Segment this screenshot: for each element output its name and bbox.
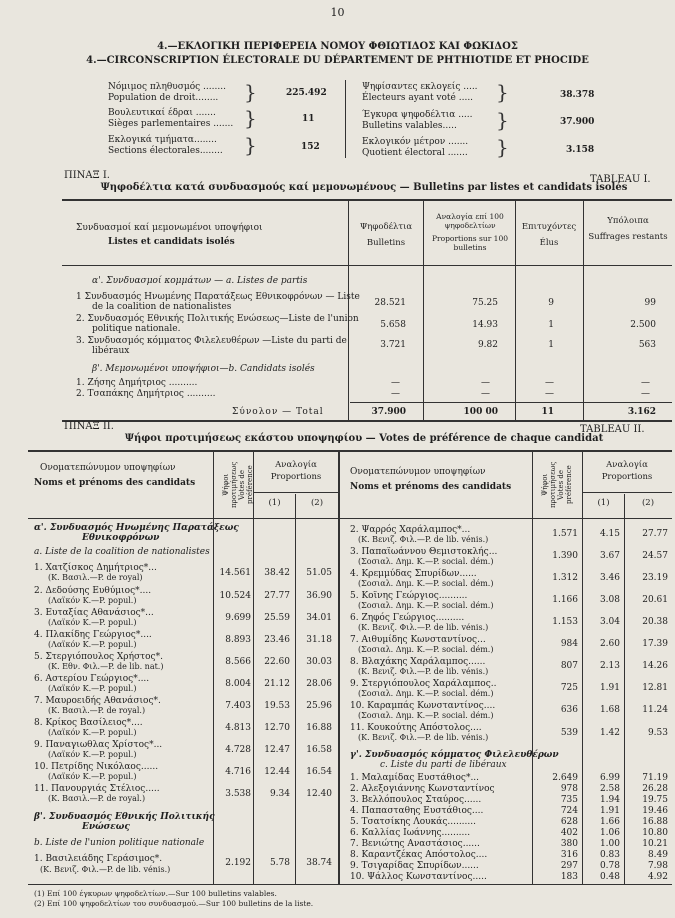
candidate-prop2: 20.61 (642, 595, 668, 605)
candidate-party: (Κ. Βενιζ. Φιλ.—P. de lib. vénis.) (358, 623, 489, 632)
t1-head-rest-fr: Suffrages restants (588, 232, 668, 242)
t1-isolated-2-ballots: — (391, 389, 400, 399)
table1-col-divider (348, 200, 349, 420)
brace-icon: } (496, 135, 509, 159)
seats-label-fr: Sièges parlementaires ....... (108, 119, 234, 129)
candidate-prop2: 38.74 (306, 858, 332, 868)
candidate-prop2: 51.05 (306, 568, 332, 578)
t1-head-rest-gr: Υπόλοιπα (607, 216, 649, 226)
candidate-votes: 316 (560, 850, 578, 860)
candidate-name: 5. Τσατσίκης Λουκάς.......... (350, 817, 476, 827)
title-french: 4.—CIRCONSCRIPTION ÉLECTORALE DU DÉPARTEMENT DE PHTHIOTIDE ET PHOCIDE (86, 55, 589, 66)
footnote-2: (2) Επί 100 ψηφοδελτίων του συνδυασμού.—Sur 100 bulletins de la liste. (34, 899, 314, 908)
candidate-prop2: 28.06 (306, 679, 332, 689)
candidate-name: 3. Βελλόπουλος Σταύρος...... (350, 795, 482, 805)
candidate-prop2: 16.58 (306, 745, 332, 755)
summary-divider (345, 80, 346, 158)
candidate-prop2: 8.49 (647, 850, 668, 860)
t1-head-elected-fr: Élus (539, 238, 559, 248)
t1-total-ballots: 37.900 (371, 407, 406, 417)
candidate-name: 10. Ψάλλος Κωνσταντίνος..... (350, 872, 487, 882)
candidate-prop2: 12.40 (306, 789, 332, 799)
valid-label-gr: Έγκυρα ψηφοδέλτια ..... (362, 110, 473, 120)
candidate-name: 8. Καραντζέκας Απόστολος.... (350, 850, 488, 860)
candidate-votes: 10.524 (219, 591, 251, 601)
candidate-votes: 4.716 (225, 767, 251, 777)
table2-bottom-rule (28, 884, 672, 885)
candidate-prop1: 1.91 (599, 806, 620, 816)
t1-row3-prop: 9.82 (477, 340, 498, 350)
candidate-prop1: 1.91 (599, 683, 620, 693)
candidate-prop2: 16.54 (306, 767, 332, 777)
t1-isolated-2-elected: — (545, 389, 554, 399)
t2-left-head-c1: (1) (268, 498, 281, 508)
brace-icon: } (244, 106, 257, 130)
candidate-name: 8. Κρίκος Βασίλειος*.... (34, 718, 143, 728)
candidate-prop1: 22.60 (264, 657, 290, 667)
table2-label-fr: TABLEAU II. (580, 424, 645, 435)
candidate-votes: 4.813 (225, 723, 251, 733)
t2-col-divider (253, 451, 254, 884)
candidate-party: (Σοσιαλ. Δημ. Κ.—P. social. dém.) (358, 645, 494, 654)
candidate-votes: 636 (560, 705, 578, 715)
candidate-prop2: 10.80 (642, 828, 668, 838)
candidate-name: 7. Αιθυμίδης Κωνσταντίνος... (350, 635, 486, 645)
candidate-party: (Λαϊκόν Κ.—P. popul.) (48, 618, 137, 627)
candidate-votes: 978 (560, 784, 578, 794)
candidate-prop2: 4.92 (647, 872, 668, 882)
t1-isolated-2-prop: — (481, 389, 490, 399)
population-label-gr: Νόμιμος πληθυσμός ........ (108, 82, 226, 92)
valid-label-fr: Bulletins valables..... (362, 121, 457, 131)
candidate-prop2: 31.18 (306, 635, 332, 645)
t1-row1-rest: 99 (644, 298, 656, 308)
candidate-prop1: 4.15 (599, 529, 620, 539)
candidate-prop1: 25.59 (264, 613, 290, 623)
candidate-name: 2. Αλεξογιάννης Κωνσταντίνος (350, 784, 495, 794)
candidate-prop1: 1.00 (599, 839, 620, 849)
candidate-name: 10. Πετρίδης Νικόλαος...... (34, 762, 159, 772)
candidate-prop1: 38.42 (264, 568, 290, 578)
t1-isolated-1-prop: — (481, 378, 490, 388)
t1-head-lists-fr: Listes et candidats isolés (108, 237, 235, 247)
t2-left-head-prop-gr: Αναλογία (275, 460, 317, 470)
candidate-name: 1. Βασιλειάδης Γεράσιμος*. (34, 854, 163, 864)
candidate-party: (Σοσιαλ. Δημ. Κ.—P. social. dém.) (358, 579, 494, 588)
candidate-votes: 297 (560, 861, 578, 871)
candidate-prop2: 71.19 (642, 773, 668, 783)
seats-value: 11 (302, 114, 315, 124)
t1-head-lists-gr: Συνδυασμοί καί μεμονωμένοι υποψήφιοι (76, 223, 263, 233)
candidate-votes: 380 (560, 839, 578, 849)
brace-icon: } (244, 133, 257, 157)
t1-total-rest: 3.162 (627, 407, 656, 417)
t2-right-head-prop-fr: Proportions (601, 472, 653, 482)
candidate-name: 3. Ευταξίας Αθανάσιος*... (34, 608, 154, 618)
t1-row1-line2: de la coalition de nationalistes (92, 302, 232, 312)
candidate-prop1: 3.04 (599, 617, 620, 627)
candidate-prop2: 12.81 (642, 683, 668, 693)
candidate-prop1: 12.70 (264, 723, 290, 733)
t1-head-ballots-gr: Ψηφοδέλτια (359, 222, 413, 232)
candidate-prop2: 36.90 (306, 591, 332, 601)
candidate-party: (Κ. Βενιζ. Φιλ.—P. de lib. vénis.) (40, 865, 171, 874)
candidate-votes: 1.390 (552, 551, 578, 561)
candidate-votes: 8.004 (225, 679, 251, 689)
candidate-prop2: 17.39 (642, 639, 668, 649)
candidate-prop1: 0.83 (599, 850, 620, 860)
t1-isolated-1-rest: — (641, 378, 650, 388)
candidate-prop1: 23.46 (264, 635, 290, 645)
voters-value: 38.378 (560, 90, 595, 100)
table1-label-fr: TABLEAU I. (590, 174, 651, 185)
page-number: 10 (330, 6, 345, 19)
candidate-prop1: 5.78 (269, 858, 290, 868)
candidate-name: 8. Βλαχάκης Χαράλαμπος...... (350, 657, 486, 667)
t1-row3-rest: 563 (638, 340, 656, 350)
quotient-value: 3.158 (566, 145, 595, 155)
t2-left-section-a1: α'. Συνδυασμός Ηνωμένης Παρατάξεως (34, 523, 239, 533)
candidate-prop2: 27.77 (642, 529, 668, 539)
table1-col-divider (423, 200, 424, 420)
candidate-prop2: 26.28 (642, 784, 668, 794)
candidate-name: 1. Χατζίσκος Δημήτριος*... (34, 563, 157, 573)
candidate-prop1: 1.68 (599, 705, 620, 715)
candidate-name: 10. Καραμπάς Κωνσταντίνος.... (350, 701, 496, 711)
t2-col-divider (582, 451, 583, 884)
candidate-votes: 4.728 (225, 745, 251, 755)
candidate-votes: 2.649 (552, 773, 578, 783)
brace-icon: } (244, 80, 257, 104)
candidate-prop2: 19.46 (642, 806, 668, 816)
candidate-party: (Κ. Βασιλ.—P. de royal.) (48, 706, 146, 715)
candidate-party: (Σοσιαλ. Δημ. Κ.—P. social. dém.) (358, 689, 494, 698)
table1-label-gr: ΠΙΝΑΞ I. (64, 170, 110, 181)
t2-right-head-names-fr: Noms et prénoms des candidats (350, 482, 512, 492)
candidate-prop1: 2.58 (599, 784, 620, 794)
candidate-prop1: 21.12 (264, 679, 290, 689)
candidate-name: 11. Κουκούτης Απόστολος.... (350, 723, 482, 733)
t1-isolated-2-rest: — (641, 389, 650, 399)
valid-value: 37.900 (560, 117, 595, 127)
table1-col-divider (583, 200, 584, 420)
t2-left-section-b1: β'. Συνδυασμός Εθνικής Πολιτικής (34, 812, 215, 822)
table2-title: Ψήφοι προτιμήσεως εκάστου υποψηφίου — Votes de préférence de chaque candidat (124, 433, 604, 444)
t2-prop-subrule (253, 492, 338, 493)
candidate-prop1: 6.99 (599, 773, 620, 783)
voters-label-gr: Ψηφίσαντες εκλογείς ..... (362, 82, 478, 92)
candidate-name: 5. Κοϊνης Γεώργιος.......... (350, 591, 468, 601)
candidate-prop1: 27.77 (264, 591, 290, 601)
candidate-party: (Σοσιαλ. Δημ. Κ.—P. social. dém.) (358, 601, 494, 610)
candidate-party: (Κ. Βασιλ.—P. de royal.) (48, 794, 146, 803)
sections-label-gr: Εκλογικά τμήματα........ (108, 135, 217, 145)
footnote-1: (1) Επί 100 έγκυρων ψηφοδελτίων.—Sur 100 bulletins valables. (34, 889, 277, 898)
candidate-prop2: 23.19 (642, 573, 668, 583)
candidate-prop1: 3.46 (599, 573, 620, 583)
candidate-prop2: 16.88 (306, 723, 332, 733)
candidate-prop1: 12.47 (264, 745, 290, 755)
candidate-party: (Κ. Βασιλ.—P. de royal) (48, 573, 143, 582)
t2-col-divider (624, 494, 625, 884)
candidate-name: 9. Στεργιόπουλος Χαράλαμπος.. (350, 679, 497, 689)
candidate-party: (Λαϊκόν Κ.—P. popul.) (48, 728, 137, 737)
candidate-prop1: 2.13 (599, 661, 620, 671)
t1-row3-line1: 3. Συνδυασμός κόμματος Φιλελευθέρων —Liste du parti de (76, 336, 347, 346)
t2-right-head-prop-gr: Αναλογία (606, 460, 648, 470)
t2-left-head-names-gr: Ονοματεπώνυμον υποψηφίων (40, 463, 176, 473)
candidate-votes: 14.561 (219, 568, 251, 578)
candidate-votes: 8.566 (225, 657, 251, 667)
t1-row2-elected: 1 (548, 320, 554, 330)
candidate-name: 2. Δεδούσης Ευθύμιος*.... (34, 586, 152, 596)
t1-row3-ballots: 3.721 (380, 340, 406, 350)
sections-value: 152 (301, 142, 320, 152)
t1-row2-ballots: 5.658 (380, 320, 406, 330)
t1-total-elected: 11 (541, 407, 554, 417)
candidate-votes: 539 (560, 728, 578, 738)
t2-right-head-votes: Ψήφοι προτιμήσεως Votes de préférence (541, 461, 573, 509)
t1-head-ballots-fr: Bulletins (366, 238, 406, 248)
candidate-party: (Λαϊκόν Κ.—P. popul.) (48, 750, 137, 759)
candidate-prop2: 14.26 (642, 661, 668, 671)
candidate-votes: 2.192 (225, 858, 251, 868)
quotient-label-fr: Quotient électoral ....... (362, 148, 468, 158)
candidate-party: (Κ. Βενιζ. Φιλ.—P. de lib. vénis.) (358, 733, 489, 742)
candidate-prop2: 7.98 (647, 861, 668, 871)
candidate-name: 9. Παναγιωθλας Χρίστος*... (34, 740, 163, 750)
candidate-prop1: 1.42 (599, 728, 620, 738)
quotient-label-gr: Εκλογικόν μέτρον ....... (362, 137, 469, 147)
sections-label-fr: Sections électorales........ (108, 146, 223, 156)
table1-top-rule (62, 199, 672, 201)
table1-title: Ψηφοδέλτια κατά συνδυασμούς καί μεμονωμένους — Bulletins par listes et candidats isolés (100, 182, 628, 193)
t2-left-head-votes: Ψήφοι προτιμήσεως Votes de préférence (222, 461, 254, 509)
candidate-prop1: 1.06 (599, 828, 620, 838)
t2-right-head-names-gr: Ονοματεπώνυμον υποψηφίων (350, 467, 486, 477)
brace-icon: } (496, 108, 509, 132)
candidate-votes: 7.403 (225, 701, 251, 711)
t2-left-section-b-fr: b. Liste de l'union politique nationale (34, 838, 205, 848)
candidate-prop2: 30.03 (306, 657, 332, 667)
voters-label-fr: Électeurs ayant voté ..... (362, 93, 474, 103)
candidate-party: (Λαϊκόν Κ.—P. popul.) (48, 684, 137, 693)
candidate-name: 3. Παπαϊωάννου Θεμιστοκλής... (350, 547, 498, 557)
candidate-prop2: 16.88 (642, 817, 668, 827)
seats-label-gr: Βουλευτικαί έδραι ....... (108, 108, 216, 118)
candidate-votes: 984 (560, 639, 578, 649)
candidate-votes: 725 (560, 683, 578, 693)
candidate-votes: 402 (560, 828, 578, 838)
candidate-party: (Λαϊκόν Κ.—P. popul.) (48, 640, 137, 649)
candidate-party: (Λαϊκόν Κ.—P. popul.) (48, 596, 137, 605)
candidate-votes: 735 (560, 795, 578, 805)
candidate-party: (Κ. Εθν. Φιλ.—P. de lib. nat.) (48, 662, 164, 671)
candidate-prop1: 19.53 (264, 701, 290, 711)
candidate-name: 6. Καλλίας Ιωάννης.......... (350, 828, 471, 838)
candidate-votes: 183 (560, 872, 578, 882)
candidate-votes: 1.166 (552, 595, 578, 605)
t1-total-label: Σύνολον — Total (232, 407, 324, 417)
candidate-prop1: 0.48 (599, 872, 620, 882)
candidate-prop2: 34.01 (306, 613, 332, 623)
t2-col-divider (532, 451, 533, 884)
t1-head-prop-gr: Αναλογία επί 100 ψηφοδελτίων (436, 212, 504, 230)
t1-row2-line2: politique nationale. (92, 324, 181, 334)
t1-head-prop-fr: Proportions sur 100 bulletins (431, 234, 508, 252)
t1-isolated-1-elected: — (545, 378, 554, 388)
t2-col-divider (295, 494, 296, 884)
t1-row2-rest: 2.500 (630, 320, 656, 330)
table2-top-rule (28, 450, 672, 452)
candidate-prop2: 25.96 (306, 701, 332, 711)
candidate-prop1: 3.08 (599, 595, 620, 605)
candidate-prop1: 0.78 (599, 861, 620, 871)
t1-row1-ballots: 28.521 (374, 298, 406, 308)
candidate-name: 9. Τσιγαρίδας Σπυρίδων...... (350, 861, 479, 871)
candidate-votes: 1.153 (552, 617, 578, 627)
t2-right-head-c1: (1) (597, 498, 610, 508)
table1-bottom-rule (62, 420, 672, 422)
candidate-prop1: 9.34 (269, 789, 290, 799)
candidate-prop2: 19.75 (642, 795, 668, 805)
title-greek: 4.—ΕΚΛΟΓΙΚΗ ΠΕΡΙΦΕΡΕΙΑ ΝΟΜΟΥ ΦΘΙΩΤΙΔΟΣ ΚΑΙ ΦΩΚΙΔΟΣ (157, 41, 518, 52)
candidate-votes: 724 (560, 806, 578, 816)
candidate-name: 4. Πλακίδης Γεώργιος*.... (34, 630, 152, 640)
t1-row2-prop: 14.93 (472, 320, 498, 330)
candidate-prop2: 10.21 (642, 839, 668, 849)
candidate-party: (Σοσιαλ. Δημ. Κ.—P. social. dém.) (358, 557, 494, 566)
t1-row1-line1: 1 Συνδυασμός Ηνωμένης Παρατάξεως Εθνικοφρόνων — Liste (76, 292, 360, 302)
candidate-prop1: 3.67 (599, 551, 620, 561)
candidate-party: (Σοσιαλ. Δημ. Κ.—P. social. dém.) (358, 711, 494, 720)
t1-isolated-2: 2. Τσαπάκης Δημήτριος .......... (76, 389, 216, 399)
t2-left-section-a2: Εθνικοφρόνων (82, 533, 160, 543)
candidate-prop1: 2.60 (599, 639, 620, 649)
brace-icon: } (496, 80, 509, 104)
candidate-votes: 807 (560, 661, 578, 671)
t1-row1-elected: 9 (548, 298, 554, 308)
candidate-votes: 8.893 (225, 635, 251, 645)
candidate-votes: 1.571 (552, 529, 578, 539)
t2-right-section-c: γ'. Συνδυασμός κόμματος Φιλελευθέρων (350, 750, 559, 760)
t1-head-elected-gr: Επιτυχόντες (521, 222, 577, 232)
population-label-fr: Population de droit........ (108, 93, 219, 103)
candidate-votes: 628 (560, 817, 578, 827)
table2-header-rule (28, 518, 672, 519)
t1-total-rule (350, 402, 672, 403)
candidate-votes: 9.699 (225, 613, 251, 623)
population-value: 225.492 (286, 88, 327, 98)
candidate-prop1: 12.44 (264, 767, 290, 777)
candidate-name: 7. Βενιώτης Αναστάσιος...... (350, 839, 480, 849)
candidate-prop2: 20.38 (642, 617, 668, 627)
candidate-party: (Κ. Βενιζ. Φιλ.—P. de lib. vénis.) (358, 535, 489, 544)
table2-label-gr: ΠΙΝΑΞ II. (64, 421, 114, 432)
candidate-prop1: 1.66 (599, 817, 620, 827)
candidate-prop1: 1.94 (599, 795, 620, 805)
candidate-prop2: 11.24 (642, 705, 668, 715)
t2-left-section-a-fr: a. Liste de la coalition de nationalistes (34, 547, 210, 557)
t1-isolated-1: 1. Ζήσης Δημήτριος .......... (76, 378, 198, 388)
candidate-party: (Λαϊκόν Κ.—P. popul.) (48, 772, 137, 781)
t1-section-a: α'. Συνδυασμοί κομμάτων — a. Listes de partis (92, 276, 308, 286)
t2-prop-subrule (582, 492, 672, 493)
candidate-votes: 3.538 (225, 789, 251, 799)
candidate-name: 4. Κρεμμύδας Σπυρίδων...... (350, 569, 477, 579)
t1-row1-prop: 75.25 (472, 298, 498, 308)
candidate-prop2: 9.53 (647, 728, 668, 738)
t2-right-head-c2: (2) (641, 498, 655, 508)
candidate-name: 7. Μαυροειδής Αθανάσιος*. (34, 696, 161, 706)
candidate-prop2: 24.57 (642, 551, 668, 561)
table1-header-rule (62, 265, 672, 266)
t1-isolated-1-ballots: — (391, 378, 400, 388)
t1-total-prop: 100 00 (463, 407, 498, 417)
t2-left-head-prop-fr: Proportions (270, 472, 322, 482)
candidate-votes: 1.312 (552, 573, 578, 583)
t1-row2-line1: 2. Συνδυασμός Εθνικής Πολιτικής Ενώσεως—Liste de l'union (76, 314, 359, 324)
t2-left-section-b2: Ενώσεως (82, 822, 130, 832)
candidate-party: (Κ. Βενιζ. Φιλ.—P. de lib. vénis.) (358, 667, 489, 676)
t1-row3-line2: libéraux (92, 346, 130, 356)
candidate-name: 6. Ζηφός Γεώργιος.......... (350, 613, 465, 623)
t2-left-head-names-fr: Noms et prénoms des candidats (34, 478, 196, 488)
t1-section-b: β'. Μεμονωμένοι υποψήφιοι—b. Candidats isolés (92, 364, 315, 374)
t2-right-section-c-fr: c. Liste du parti de libéraux (380, 760, 507, 770)
candidate-name: 11. Πανουργιάς Στέλιος..... (34, 784, 160, 794)
candidate-name: 4. Παπασταθης Ευστάθιος.... (350, 806, 484, 816)
candidate-name: 1. Μαλαμίδας Ευστάθιος*... (350, 773, 480, 783)
candidate-name: 5. Στεργιόπουλος Χρήστος*. (34, 652, 163, 662)
t2-left-head-c2: (2) (310, 498, 324, 508)
candidate-name: 6. Αστερίου Γεώργιος*.... (34, 674, 150, 684)
t2-center-divider (338, 451, 340, 884)
t1-row3-elected: 1 (548, 340, 554, 350)
candidate-name: 2. Ψαρρός Χαράλαμπος*... (350, 525, 471, 535)
